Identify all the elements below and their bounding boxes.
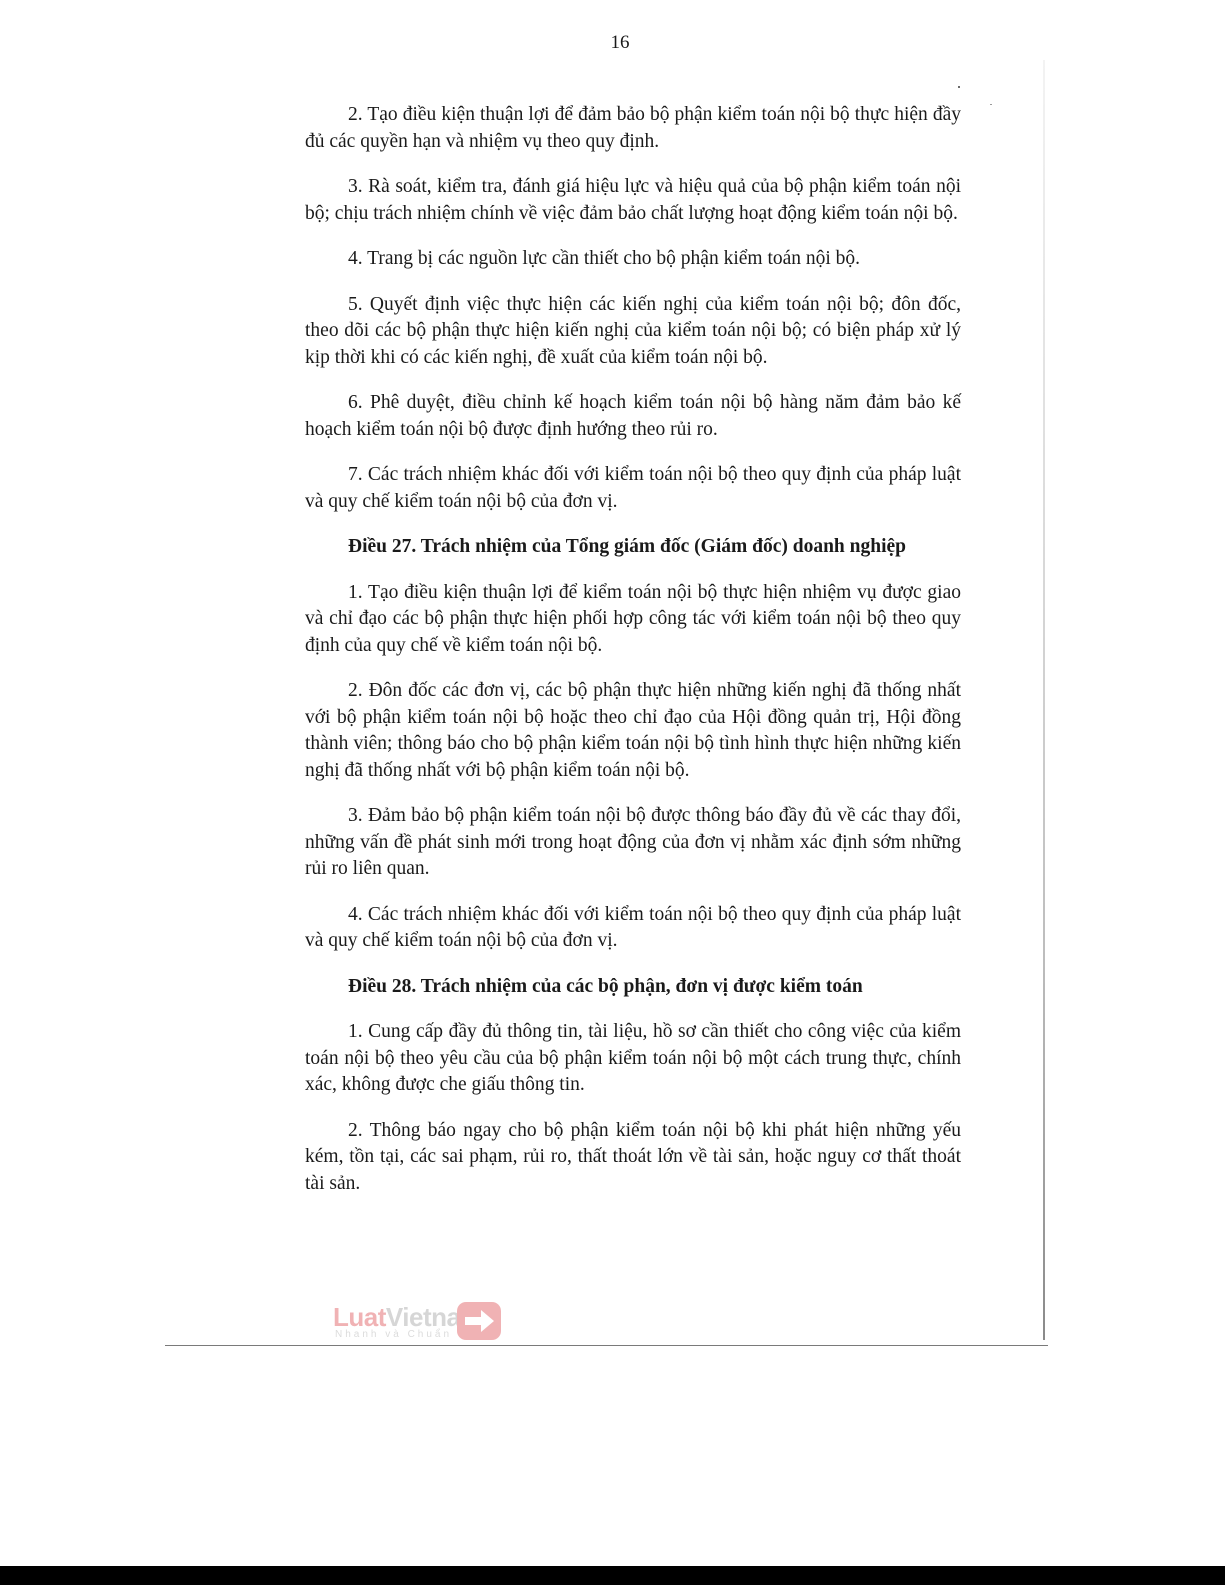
article-28-heading: Điều 28. Trách nhiệm của các bộ phận, đơn vị được kiểm toán [348, 975, 863, 997]
page-bottom-edge [165, 1345, 1048, 1346]
paragraph: 1. Cung cấp đầy đủ thông tin, tài liệu, hồ sơ cần thiết cho công việc của kiểm toán nội bộ theo yêu cầu của bộ phận kiểm toán nội bộ một cách trung thực, chính xác, không được che giấu thông tin. [305, 1021, 961, 1095]
watermark-tagline: Nhanh và Chuẩn [335, 1329, 453, 1340]
watermark-brand-part2: Vietnam [385, 1302, 484, 1332]
paragraph: 5. Quyết định việc thực hiện các kiến nghị của kiểm toán nội bộ; đôn đốc, theo dõi các bộ phận thực hiện kiến nghị của kiểm toán nội bộ; có biện pháp xử lý kịp thời khi có các kiến nghị, đề xuất của kiểm toán nội bộ. [305, 293, 961, 368]
article-27-heading: Điều 27. Trách nhiệm của Tổng giám đốc (Giám đốc) doanh nghiệp [348, 536, 906, 557]
page-number: 16 [610, 32, 630, 53]
paragraph: 3. Rà soát, kiểm tra, đánh giá hiệu lực và hiệu quả của bộ phận kiểm toán nội bộ; chịu trách nhiệm chính về việc đảm bảo chất lượng hoạt động kiểm toán nội bộ. [305, 176, 961, 224]
scan-speck [990, 104, 992, 105]
watermark-brand-part1: Luat [333, 1302, 386, 1332]
paragraph: 1. Tạo điều kiện thuận lợi để kiểm toán nội bộ thực hiện nhiệm vụ được giao và chỉ đạo các bộ phận thực hiện phối hợp công tác với kiểm toán nội bộ theo quy định của quy chế về kiểm toán nội bộ. [305, 581, 961, 656]
paragraph: 3. Đảm bảo bộ phận kiểm toán nội bộ được thông báo đầy đủ về các thay đổi, những vấn đề phát sinh mới trong hoạt động của đơn vị nhằm xác định sớm những rủi ro liên quan. [305, 805, 961, 879]
paragraph: 7. Các trách nhiệm khác đối với kiểm toán nội bộ theo quy định của pháp luật và quy chế kiểm toán nội bộ của đơn vị. [305, 464, 961, 512]
scan-bottom-bar [0, 1566, 1225, 1585]
document-body [305, 102, 961, 1216]
scan-speck [958, 86, 960, 88]
paragraph: 4. Trang bị các nguồn lực cần thiết cho bộ phận kiểm toán nội bộ. [348, 248, 861, 269]
paragraph: 6. Phê duyệt, điều chỉnh kế hoạch kiểm toán nội bộ hàng năm đảm bảo kế hoạch kiểm toán nội bộ được định hướng theo rủi ro. [305, 392, 961, 440]
page-edge-shadow [1043, 60, 1045, 1340]
paragraph: 4. Các trách nhiệm khác đối với kiểm toán nội bộ theo quy định của pháp luật và quy chế kiểm toán nội bộ của đơn vị. [305, 903, 961, 951]
paragraph: 2. Đôn đốc các đơn vị, các bộ phận thực hiện những kiến nghị đã thống nhất với bộ phận kiểm toán nội bộ hoặc theo chỉ đạo của Hội đồng quản trị, Hội đồng thành viên; thông báo cho bộ phận kiểm toán nội bộ tình hình thực hiện những kiến nghị đã thống nhất với bộ phận kiểm toán nội bộ. [305, 680, 961, 781]
paragraph: 2. Thông báo ngay cho bộ phận kiểm toán nội bộ khi phát hiện những yếu kém, tồn tại, các sai phạm, rủi ro, thất thoát lớn về tài sản, hoặc nguy cơ thất thoát tài sản. [305, 1119, 961, 1194]
arrow-right-icon [455, 1300, 505, 1342]
paragraph: 2. Tạo điều kiện thuận lợi để đảm bảo bộ phận kiểm toán nội bộ thực hiện đầy đủ các quyền hạn và nhiệm vụ theo quy định. [305, 104, 961, 152]
